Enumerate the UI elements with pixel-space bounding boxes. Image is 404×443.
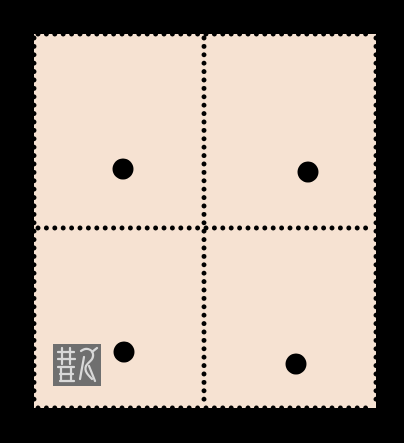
perforation-bottom-edge — [237, 406, 242, 411]
perforation-left-edge — [32, 195, 37, 200]
perforation-bottom-edge — [313, 406, 318, 411]
perforation-vertical-divider — [202, 296, 207, 301]
perforation-vertical-divider — [202, 262, 207, 267]
perforation-right-edge — [374, 313, 379, 318]
perforation-horizontal-divider — [363, 226, 368, 231]
perforation-vertical-divider — [202, 338, 207, 343]
horse-seal-icon — [53, 344, 101, 386]
perforation-top-edge — [296, 32, 301, 37]
perforation-left-edge — [32, 36, 37, 41]
perforation-right-edge — [374, 380, 379, 385]
perforation-vertical-divider — [202, 162, 207, 167]
stamp-top-left — [34, 34, 204, 228]
perforation-horizontal-divider — [330, 226, 335, 231]
perforation-right-edge — [374, 86, 379, 91]
perforation-horizontal-divider — [296, 226, 301, 231]
perforation-left-edge — [32, 338, 37, 343]
perforation-vertical-divider — [202, 153, 207, 158]
perforation-vertical-divider — [202, 36, 207, 41]
perforation-horizontal-divider — [103, 226, 108, 231]
perforation-bottom-edge — [94, 406, 99, 411]
perforation-horizontal-divider — [313, 226, 318, 231]
perforation-top-edge — [86, 32, 91, 37]
perforation-vertical-divider — [202, 145, 207, 150]
perforation-top-edge — [103, 32, 108, 37]
perforation-bottom-edge — [220, 406, 225, 411]
perforation-left-edge — [32, 61, 37, 66]
perforation-vertical-divider — [202, 355, 207, 360]
perforation-top-edge — [304, 32, 309, 37]
perforation-top-edge — [120, 32, 125, 37]
perforation-left-edge — [32, 262, 37, 267]
perforation-vertical-divider — [202, 61, 207, 66]
perforation-right-edge — [374, 204, 379, 209]
perforation-bottom-edge — [330, 406, 335, 411]
perforation-bottom-edge — [61, 406, 66, 411]
perforation-horizontal-divider — [212, 226, 217, 231]
perforation-top-edge — [330, 32, 335, 37]
stamp-top-right — [204, 34, 376, 228]
perforation-bottom-edge — [69, 406, 74, 411]
perforation-left-edge — [32, 69, 37, 74]
perforation-left-edge — [32, 372, 37, 377]
perforation-left-edge — [32, 178, 37, 183]
punch-hole-bottom-right — [286, 354, 307, 375]
perforation-top-edge — [254, 32, 259, 37]
perforation-horizontal-divider — [61, 226, 66, 231]
perforation-vertical-divider — [202, 220, 207, 225]
perforation-vertical-divider — [202, 346, 207, 351]
perforation-vertical-divider — [202, 372, 207, 377]
perforation-right-edge — [374, 271, 379, 276]
perforation-horizontal-divider — [279, 226, 284, 231]
perforation-bottom-edge — [279, 406, 284, 411]
perforation-top-edge — [220, 32, 225, 37]
perforation-horizontal-divider — [78, 226, 83, 231]
perforation-horizontal-divider — [120, 226, 125, 231]
perforation-right-edge — [374, 178, 379, 183]
perforation-vertical-divider — [202, 304, 207, 309]
perforation-left-edge — [32, 170, 37, 175]
perforation-top-edge — [178, 32, 183, 37]
perforation-vertical-divider — [202, 288, 207, 293]
perforation-left-edge — [32, 111, 37, 116]
perforation-left-edge — [32, 330, 37, 335]
perforation-horizontal-divider — [178, 226, 183, 231]
perforation-left-edge — [32, 313, 37, 318]
perforation-horizontal-divider — [36, 226, 41, 231]
perforation-bottom-edge — [120, 406, 125, 411]
perforation-right-edge — [374, 388, 379, 393]
perforation-vertical-divider — [202, 380, 207, 385]
perforation-bottom-edge — [153, 406, 158, 411]
perforation-top-edge — [69, 32, 74, 37]
perforation-bottom-edge — [195, 406, 200, 411]
perforation-left-edge — [32, 153, 37, 158]
perforation-vertical-divider — [202, 120, 207, 125]
perforation-top-edge — [346, 32, 351, 37]
perforation-right-edge — [374, 397, 379, 402]
perforation-bottom-edge — [254, 406, 259, 411]
perforation-top-edge — [170, 32, 175, 37]
perforation-left-edge — [32, 346, 37, 351]
perforation-left-edge — [32, 254, 37, 259]
perforation-right-edge — [374, 120, 379, 125]
perforation-right-edge — [374, 94, 379, 99]
perforation-left-edge — [32, 103, 37, 108]
perforation-horizontal-divider — [254, 226, 259, 231]
perforation-bottom-edge — [162, 406, 167, 411]
perforation-left-edge — [32, 296, 37, 301]
perforation-horizontal-divider — [136, 226, 141, 231]
perforation-left-edge — [32, 271, 37, 276]
perforation-horizontal-divider — [162, 226, 167, 231]
perforation-right-edge — [374, 136, 379, 141]
perforation-left-edge — [32, 52, 37, 57]
perforation-top-edge — [246, 32, 251, 37]
perforation-right-edge — [374, 52, 379, 57]
perforation-vertical-divider — [202, 212, 207, 217]
perforation-vertical-divider — [202, 313, 207, 318]
perforation-bottom-edge — [78, 406, 83, 411]
perforation-vertical-divider — [202, 44, 207, 49]
perforation-right-edge — [374, 363, 379, 368]
perforation-bottom-edge — [262, 406, 267, 411]
perforation-left-edge — [32, 279, 37, 284]
perforation-vertical-divider — [202, 246, 207, 251]
perforation-horizontal-divider — [170, 226, 175, 231]
perforation-vertical-divider — [202, 321, 207, 326]
perforation-right-edge — [374, 111, 379, 116]
perforation-top-edge — [288, 32, 293, 37]
perforation-top-edge — [44, 32, 49, 37]
perforation-top-edge — [187, 32, 192, 37]
perforation-right-edge — [374, 220, 379, 225]
perforation-bottom-edge — [229, 406, 234, 411]
perforation-left-edge — [32, 388, 37, 393]
perforation-right-edge — [374, 195, 379, 200]
perforation-left-edge — [32, 288, 37, 293]
perforation-top-edge — [321, 32, 326, 37]
perforation-vertical-divider — [202, 388, 207, 393]
perforation-vertical-divider — [202, 69, 207, 74]
perforation-bottom-edge — [246, 406, 251, 411]
perforation-top-edge — [237, 32, 242, 37]
perforation-vertical-divider — [202, 187, 207, 192]
perforation-top-edge — [128, 32, 133, 37]
perforation-right-edge — [374, 103, 379, 108]
perforation-left-edge — [32, 162, 37, 167]
perforation-horizontal-divider — [52, 226, 57, 231]
perforation-right-edge — [374, 128, 379, 133]
perforation-right-edge — [374, 212, 379, 217]
perforation-right-edge — [374, 288, 379, 293]
perforation-bottom-edge — [321, 406, 326, 411]
perforation-left-edge — [32, 44, 37, 49]
perforation-horizontal-divider — [355, 226, 360, 231]
perforation-bottom-edge — [52, 406, 57, 411]
perforation-vertical-divider — [202, 229, 207, 234]
perforation-top-edge — [136, 32, 141, 37]
perforation-right-edge — [374, 153, 379, 158]
perforation-right-edge — [374, 246, 379, 251]
perforation-left-edge — [32, 304, 37, 309]
perforation-top-edge — [262, 32, 267, 37]
perforation-left-edge — [32, 355, 37, 360]
perforation-horizontal-divider — [237, 226, 242, 231]
perforation-left-edge — [32, 321, 37, 326]
stamp-bottom-right — [204, 228, 376, 408]
perforation-left-edge — [32, 78, 37, 83]
perforation-right-edge — [374, 69, 379, 74]
perforation-vertical-divider — [202, 195, 207, 200]
perforation-horizontal-divider — [262, 226, 267, 231]
perforation-horizontal-divider — [304, 226, 309, 231]
perforation-vertical-divider — [202, 111, 207, 116]
perforation-left-edge — [32, 220, 37, 225]
perforation-right-edge — [374, 229, 379, 234]
perforation-top-edge — [153, 32, 158, 37]
perforation-right-edge — [374, 187, 379, 192]
perforation-horizontal-divider — [94, 226, 99, 231]
perforation-bottom-edge — [346, 406, 351, 411]
perforation-horizontal-divider — [246, 226, 251, 231]
perforation-bottom-edge — [355, 406, 360, 411]
perforation-right-edge — [374, 330, 379, 335]
perforation-top-edge — [212, 32, 217, 37]
perforation-top-edge — [271, 32, 276, 37]
perforation-right-edge — [374, 237, 379, 242]
perforation-top-edge — [229, 32, 234, 37]
perforation-horizontal-divider — [229, 226, 234, 231]
perforation-horizontal-divider — [111, 226, 116, 231]
perforation-top-edge — [355, 32, 360, 37]
perforation-right-edge — [374, 36, 379, 41]
perforation-left-edge — [32, 187, 37, 192]
perforation-bottom-edge — [36, 406, 41, 411]
perforation-vertical-divider — [202, 279, 207, 284]
perforation-left-edge — [32, 212, 37, 217]
perforation-top-edge — [313, 32, 318, 37]
perforation-left-edge — [32, 380, 37, 385]
perforation-vertical-divider — [202, 271, 207, 276]
perforation-right-edge — [374, 61, 379, 66]
perforation-bottom-edge — [178, 406, 183, 411]
perforation-bottom-edge — [44, 406, 49, 411]
perforation-top-edge — [94, 32, 99, 37]
perforation-top-edge — [195, 32, 200, 37]
perforation-left-edge — [32, 204, 37, 209]
punch-hole-top-left — [113, 159, 134, 180]
perforation-bottom-edge — [86, 406, 91, 411]
perforation-horizontal-divider — [195, 226, 200, 231]
perforation-bottom-edge — [212, 406, 217, 411]
perforation-vertical-divider — [202, 78, 207, 83]
perforation-top-edge — [363, 32, 368, 37]
perforation-top-edge — [279, 32, 284, 37]
perforation-right-edge — [374, 321, 379, 326]
perforation-vertical-divider — [202, 363, 207, 368]
perforation-horizontal-divider — [44, 226, 49, 231]
perforation-left-edge — [32, 136, 37, 141]
perforation-top-edge — [145, 32, 150, 37]
perforation-bottom-edge — [103, 406, 108, 411]
perforation-left-edge — [32, 86, 37, 91]
perforation-right-edge — [374, 296, 379, 301]
perforation-vertical-divider — [202, 86, 207, 91]
perforation-vertical-divider — [202, 237, 207, 242]
perforation-right-edge — [374, 372, 379, 377]
perforation-top-edge — [78, 32, 83, 37]
perforation-left-edge — [32, 363, 37, 368]
perforation-top-edge — [338, 32, 343, 37]
perforation-bottom-edge — [170, 406, 175, 411]
perforation-horizontal-divider — [153, 226, 158, 231]
perforation-right-edge — [374, 346, 379, 351]
perforation-right-edge — [374, 279, 379, 284]
perforation-top-edge — [162, 32, 167, 37]
perforation-bottom-edge — [204, 406, 209, 411]
perforation-bottom-edge — [187, 406, 192, 411]
perforation-right-edge — [374, 162, 379, 167]
perforation-bottom-edge — [111, 406, 116, 411]
perforation-vertical-divider — [202, 170, 207, 175]
perforation-vertical-divider — [202, 52, 207, 57]
perforation-right-edge — [374, 78, 379, 83]
perforation-left-edge — [32, 246, 37, 251]
perforation-right-edge — [374, 355, 379, 360]
perforation-right-edge — [374, 338, 379, 343]
perforation-top-edge — [52, 32, 57, 37]
perforation-bottom-edge — [304, 406, 309, 411]
perforation-right-edge — [374, 254, 379, 259]
perforation-horizontal-divider — [220, 226, 225, 231]
perforation-right-edge — [374, 44, 379, 49]
perforation-right-edge — [374, 304, 379, 309]
perforation-vertical-divider — [202, 178, 207, 183]
perforation-bottom-edge — [363, 406, 368, 411]
perforation-right-edge — [374, 262, 379, 267]
perforation-horizontal-divider — [86, 226, 91, 231]
perforation-vertical-divider — [202, 204, 207, 209]
perforation-bottom-edge — [145, 406, 150, 411]
perforation-left-edge — [32, 94, 37, 99]
perforation-top-edge — [36, 32, 41, 37]
perforation-horizontal-divider — [338, 226, 343, 231]
perforation-vertical-divider — [202, 128, 207, 133]
perforation-bottom-edge — [136, 406, 141, 411]
perforation-left-edge — [32, 120, 37, 125]
punch-hole-bottom-left — [114, 342, 135, 363]
perforation-left-edge — [32, 128, 37, 133]
perforation-horizontal-divider — [321, 226, 326, 231]
perforation-horizontal-divider — [69, 226, 74, 231]
perforation-horizontal-divider — [288, 226, 293, 231]
perforation-vertical-divider — [202, 254, 207, 259]
perforation-left-edge — [32, 237, 37, 242]
perforation-bottom-edge — [288, 406, 293, 411]
perforation-vertical-divider — [202, 94, 207, 99]
perforation-left-edge — [32, 145, 37, 150]
perforation-right-edge — [374, 145, 379, 150]
perforation-horizontal-divider — [187, 226, 192, 231]
perforation-horizontal-divider — [346, 226, 351, 231]
perforation-top-edge — [111, 32, 116, 37]
perforation-horizontal-divider — [271, 226, 276, 231]
perforation-vertical-divider — [202, 397, 207, 402]
perforation-left-edge — [32, 397, 37, 402]
perforation-right-edge — [374, 170, 379, 175]
perforation-horizontal-divider — [128, 226, 133, 231]
perforation-top-edge — [61, 32, 66, 37]
punch-hole-top-right — [298, 162, 319, 183]
perforation-bottom-edge — [338, 406, 343, 411]
perforation-horizontal-divider — [145, 226, 150, 231]
perforation-bottom-edge — [296, 406, 301, 411]
perforation-left-edge — [32, 229, 37, 234]
perforation-vertical-divider — [202, 330, 207, 335]
perforation-bottom-edge — [128, 406, 133, 411]
perforation-vertical-divider — [202, 103, 207, 108]
perforation-bottom-edge — [271, 406, 276, 411]
perforation-vertical-divider — [202, 136, 207, 141]
